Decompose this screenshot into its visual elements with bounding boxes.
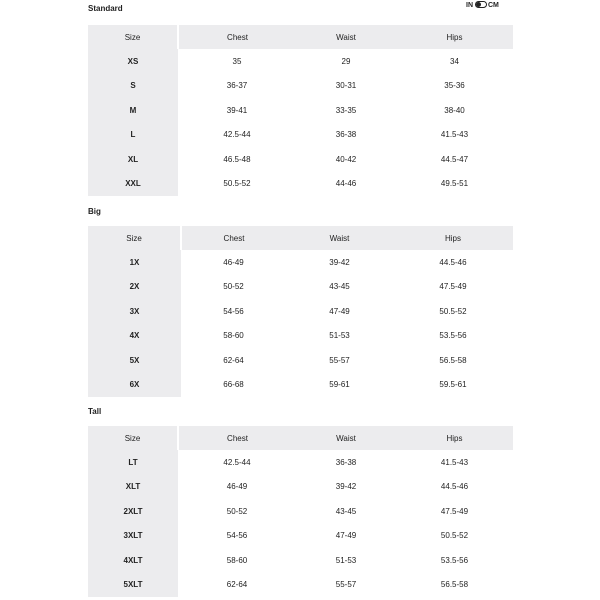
size-cell: 3X <box>88 299 181 324</box>
table-row <box>88 49 513 74</box>
chest-cell: 35 <box>232 56 242 66</box>
hips-cell: 50.5-52 <box>440 531 469 541</box>
hips-cell: 53.5-56 <box>440 555 469 565</box>
column-header-waist: Waist <box>296 426 396 450</box>
chest-cell: 46-49 <box>223 257 244 267</box>
chest-cell: 62-64 <box>226 580 248 590</box>
table-row <box>88 147 513 172</box>
chest-cell: 42.5-44 <box>223 130 251 140</box>
hips-cell: 38-40 <box>444 105 465 115</box>
size-cell: 3XLT <box>88 524 178 549</box>
hips-cell: 41.5-43 <box>440 130 469 140</box>
hips-cell: 44.5-46 <box>439 257 467 267</box>
waist-cell: 47-49 <box>335 531 357 541</box>
column-header-size: Size <box>88 426 178 450</box>
column-header-size: Size <box>88 226 181 250</box>
hips-cell: 44.5-47 <box>440 154 469 164</box>
table-row <box>88 275 513 300</box>
column-header-hips: Hips <box>396 426 513 450</box>
table-row <box>88 373 513 398</box>
table-row <box>88 573 513 598</box>
size-table-big <box>88 226 513 397</box>
table-row <box>88 172 513 197</box>
column-header-waist: Waist <box>296 25 396 49</box>
waist-cell: 30-31 <box>335 81 357 91</box>
waist-cell: 44-46 <box>335 179 357 189</box>
hips-cell: 47.5-49 <box>440 506 469 516</box>
waist-cell: 33-35 <box>335 105 357 115</box>
waist-cell: 55-57 <box>329 355 350 365</box>
table-row <box>88 74 513 99</box>
table-row <box>88 324 513 349</box>
size-table-standard <box>88 25 513 196</box>
table-row <box>88 524 513 549</box>
size-cell: XLT <box>88 475 178 500</box>
hips-cell: 56.5-58 <box>439 355 467 365</box>
waist-cell: 43-45 <box>335 506 357 516</box>
table-header-row <box>88 25 513 49</box>
size-cell: XXL <box>88 172 178 197</box>
unit-toggle[interactable] <box>466 2 499 9</box>
hips-cell: 41.5-43 <box>440 457 469 467</box>
size-cell: 1X <box>88 250 181 275</box>
size-cell: LT <box>88 450 178 475</box>
chest-cell: 54-56 <box>226 531 248 541</box>
size-cell: 5XLT <box>88 573 178 598</box>
hips-cell: 50.5-52 <box>439 306 467 316</box>
table-header-row <box>88 426 513 450</box>
waist-cell: 47-49 <box>329 306 350 316</box>
chest-cell: 42.5-44 <box>223 457 251 467</box>
column-header-size: Size <box>88 25 178 49</box>
hips-cell: 34 <box>450 56 459 66</box>
waist-cell: 36-38 <box>335 457 357 467</box>
column-header-chest: Chest <box>181 226 286 250</box>
hips-cell: 35-36 <box>444 81 465 91</box>
waist-cell: 59-61 <box>329 380 350 390</box>
chest-cell: 46-49 <box>226 482 248 492</box>
waist-cell: 39-42 <box>329 257 350 267</box>
unit-toggle-switch[interactable] <box>475 1 487 8</box>
waist-cell: 36-38 <box>335 130 357 140</box>
chest-cell: 66-68 <box>223 380 244 390</box>
chest-cell: 50-52 <box>223 282 244 292</box>
unit-label-in[interactable]: IN <box>466 2 473 9</box>
size-cell: 2X <box>88 275 181 300</box>
hips-cell: 53.5-56 <box>439 331 467 341</box>
size-cell: XL <box>88 147 178 172</box>
chest-cell: 58-60 <box>223 331 244 341</box>
size-cell: 5X <box>88 348 181 373</box>
column-header-chest: Chest <box>178 25 296 49</box>
chest-cell: 50.5-52 <box>223 179 251 189</box>
column-header-chest: Chest <box>178 426 296 450</box>
chest-cell: 50-52 <box>226 506 248 516</box>
waist-cell: 39-42 <box>335 482 357 492</box>
waist-cell: 40-42 <box>335 154 357 164</box>
chest-cell: 62-64 <box>223 355 244 365</box>
hips-cell: 47.5-49 <box>439 282 467 292</box>
size-cell: 2XLT <box>88 499 178 524</box>
table-header-row <box>88 226 513 250</box>
chest-cell: 54-56 <box>223 306 244 316</box>
chest-cell: 36-37 <box>226 81 248 91</box>
waist-cell: 51-53 <box>329 331 350 341</box>
table-row <box>88 348 513 373</box>
table-row <box>88 499 513 524</box>
size-cell: 4XLT <box>88 548 178 573</box>
size-cell: XS <box>88 49 178 74</box>
column-header-waist: Waist <box>286 226 393 250</box>
size-cell: M <box>88 98 178 123</box>
table-row <box>88 250 513 275</box>
column-header-hips: Hips <box>393 226 513 250</box>
size-cell: L <box>88 123 178 148</box>
table-row <box>88 123 513 148</box>
waist-cell: 43-45 <box>329 282 350 292</box>
table-row <box>88 548 513 573</box>
table-row <box>88 98 513 123</box>
section-title-big: Big <box>88 207 101 216</box>
size-cell: S <box>88 74 178 99</box>
toggle-knob-icon <box>476 2 481 7</box>
hips-cell: 49.5-51 <box>440 179 469 189</box>
chest-cell: 46.5-48 <box>223 154 251 164</box>
unit-label-cm[interactable]: CM <box>488 2 499 9</box>
hips-cell: 56.5-58 <box>440 580 469 590</box>
chest-cell: 58-60 <box>226 555 248 565</box>
hips-cell: 59.5-61 <box>439 380 467 390</box>
size-cell: 6X <box>88 373 181 398</box>
chest-cell: 39-41 <box>226 105 248 115</box>
table-row <box>88 450 513 475</box>
section-title-tall: Tall <box>88 407 102 416</box>
hips-cell: 44.5-46 <box>440 482 469 492</box>
size-cell: 4X <box>88 324 181 349</box>
section-title-standard: Standard <box>88 4 123 13</box>
waist-cell: 51-53 <box>335 555 357 565</box>
waist-cell: 55-57 <box>335 580 357 590</box>
table-row <box>88 299 513 324</box>
waist-cell: 29 <box>341 56 351 66</box>
column-header-hips: Hips <box>396 25 513 49</box>
size-table-tall <box>88 426 513 597</box>
table-row <box>88 475 513 500</box>
